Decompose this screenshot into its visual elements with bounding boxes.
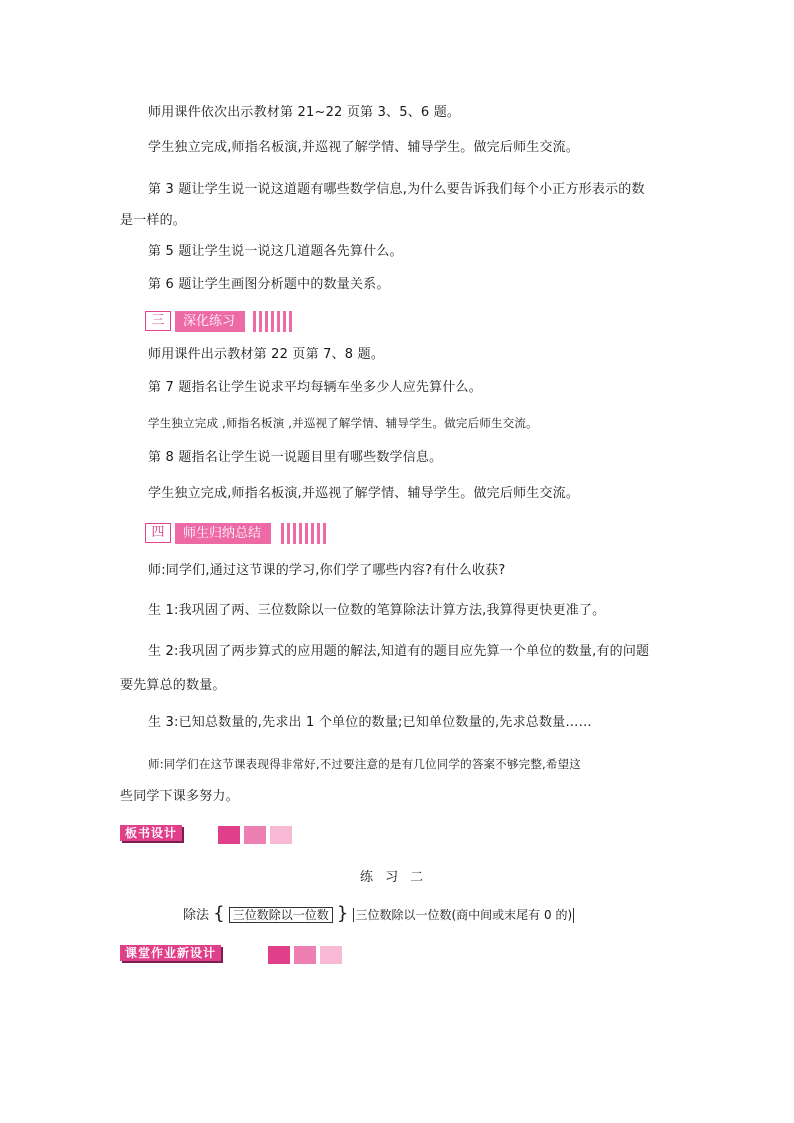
decorative-square [270,826,292,844]
section-number: 三 [145,311,171,331]
board-item-2-end [572,908,574,923]
board-item-2: 三位数除以一位数(商中间或末尾有 0 的) [353,908,573,922]
decorative-stripes [253,311,293,332]
section-header-deepen-practice [145,311,293,331]
paragraph: 师用课件出示教材第 22 页第 7、8 题。 [148,347,385,362]
board-design-label [120,825,300,847]
paragraph: 第 6 题让学生画图分析题中的数量关系。 [148,277,390,292]
paragraph: 第 5 题让学生说一说这几道题各先算什么。 [148,244,403,259]
paragraph: 生 1:我巩固了两、三位数除以一位数的笔算除法计算方法,我算得更快更准了。 [148,603,606,618]
paragraph: 生 2:我巩固了两步算式的应用题的解法,知道有的题目应先算一个单位的数量,有的问题 [148,644,650,659]
paragraph: 第 7 题指名让学生说求平均每辆车坐多少人应先算什么。 [148,380,482,395]
paragraph: 师:同学们在这节课表现得非常好,不过要注意的是有几位同学的答案不够完整,希望这 [148,757,581,771]
paragraph: 学生独立完成,师指名板演,并巡视了解学情、辅导学生。做完后师生交流。 [148,486,580,501]
label-text: 板书设计 [120,825,182,841]
decorative-stripes [281,523,327,544]
decorative-square [320,946,342,964]
section-number: 四 [145,523,171,543]
paragraph: 是一样的。 [120,213,187,228]
decorative-square [268,946,290,964]
brace-right: } [336,903,349,924]
decorative-square [244,826,266,844]
section-title: 师生归纳总结 [175,523,271,544]
board-left-label: 除法 [183,908,210,923]
paragraph: 第 3 题让学生说一说这道题有哪些数学信息,为什么要告诉我们每个小正方形表示的数 [148,182,645,197]
decorative-square [294,946,316,964]
homework-design-label [120,945,350,967]
paragraph: 生 3:已知总数量的,先求出 1 个单位的数量;已知单位数量的,先求总数量…… [148,715,592,730]
paragraph: 师:同学们,通过这节课的学习,你们学了哪些内容?有什么收获? [148,563,506,578]
section-title: 深化练习 [175,311,245,332]
paragraph: 师用课件依次出示教材第 21~22 页第 3、5、6 题。 [148,105,461,120]
paragraph: 要先算总的数量。 [120,678,226,693]
board-title: 练 习 二 [360,870,428,885]
section-header-summary [145,523,327,543]
paragraph: 第 8 题指名让学生说一说题目里有哪些数学信息。 [148,450,443,465]
board-item-1: 三位数除以一位数 [229,907,333,923]
paragraph: 学生独立完成,师指名板演,并巡视了解学情、辅导学生。做完后师生交流。 [148,140,580,155]
label-text: 课堂作业新设计 [120,945,221,961]
decorative-square [218,826,240,844]
paragraph: 学生独立完成 ,师指名板演 ,并巡视了解学情、辅导学生。做完后师生交流。 [148,416,538,430]
board-diagram [183,903,574,924]
paragraph: 些同学下课多努力。 [120,789,239,804]
brace-left: { [213,903,225,924]
